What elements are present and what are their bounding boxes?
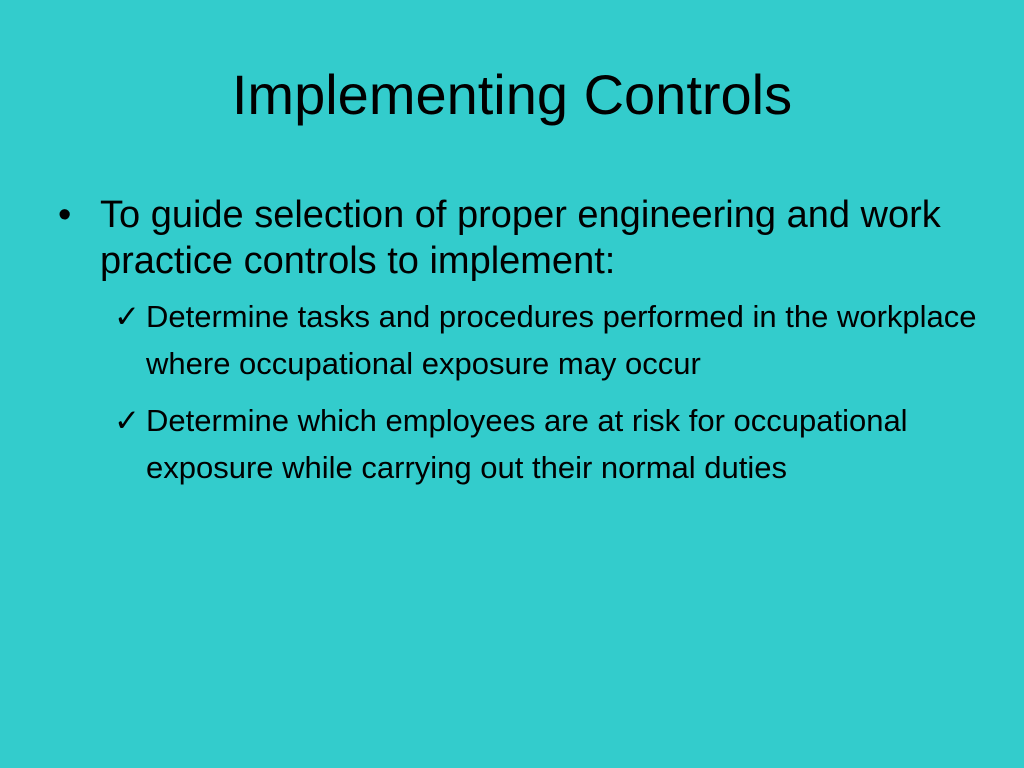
- slide-title: Implementing Controls: [231, 63, 793, 126]
- sub-bullet-item: [114, 397, 978, 491]
- sub-bullet-item: [114, 293, 978, 387]
- bullet-marker-icon: •: [58, 194, 72, 236]
- bullet-text: To guide selection of proper engineering and work practice controls to implement:: [100, 194, 941, 282]
- sub-bullet-list: [100, 293, 978, 491]
- bullet-list: [58, 192, 978, 501]
- sub-bullet-text: Determine tasks and procedures performed in the workplace where occupational exposure may occur: [146, 299, 977, 381]
- checkmark-icon: ✓: [114, 299, 140, 334]
- checkmark-icon: ✓: [114, 403, 140, 438]
- bullet-item: [58, 192, 978, 491]
- sub-bullet-text: Determine which employees are at risk for occupational exposure while carrying out their normal duties: [146, 403, 908, 485]
